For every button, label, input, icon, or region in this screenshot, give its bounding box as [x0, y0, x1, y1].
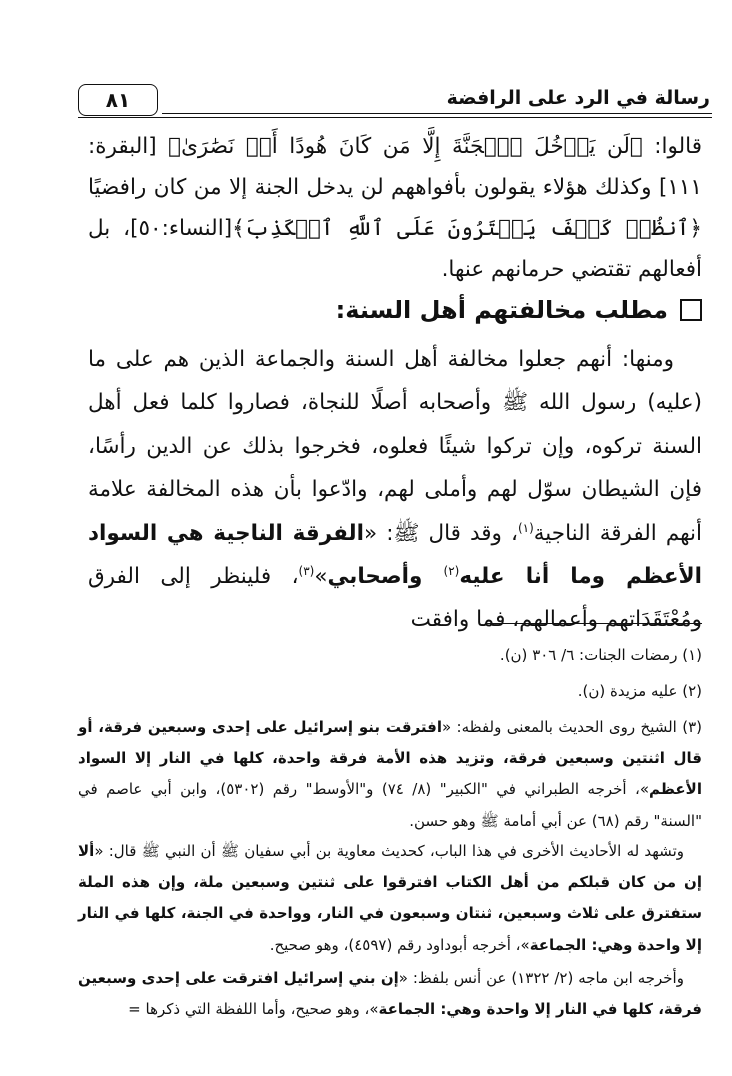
book-title: رسالة في الرد على الرافضة: [446, 87, 710, 109]
header-rule: [78, 117, 712, 118]
verse-ref-2: [النساء:٥٠]: [130, 216, 233, 241]
fn4-text-1: وتشهد له الأحاديث الأخرى في هذا الباب، كحديث معاوية بن أبي سفيان ﷺ أن النبي ﷺ قال: «: [94, 842, 684, 860]
verse-ref-1: [البقرة: ١١١]: [88, 134, 702, 200]
fn4-hadith: ألا إن من كان قبلكم من أهل الكتاب افترقوا على ثنتين وسبعين ملة، وإن هذه الملة ستفترق على ثلاث وسبعين، ثنتان وسبعون في النار، وواحدة في الجنة، كلها في النار إلا واحدة وهي: الجماعة: [78, 842, 702, 954]
paragraph-2: [88, 338, 702, 642]
footnote-3-continued-b: [78, 963, 702, 1025]
quran-verse-1: ﴿لَن يَدۡخُلَ ٱلۡجَنَّةَ إِلَّا مَن كَانَ هُودًا أَوۡ نَصَٰرَىٰ﴾: [168, 134, 643, 159]
square-bullet-icon: [680, 299, 702, 321]
footnote-ref-2: (٢): [443, 563, 460, 578]
page-number: ٨١: [78, 84, 158, 116]
fn5-hadith: إن بني إسرائيل افترقت على إحدى وسبعين فرقة، كلها في النار إلا واحدة وهي: الجماعة: [78, 969, 702, 1019]
p2-text-2: ، وقد قال ﷺ: «: [364, 520, 518, 546]
running-header: [78, 84, 712, 118]
p1-text-3: ، بل أفعالهم تقتضي حرمانهم عنها.: [88, 216, 702, 282]
p2-text-4: ، فلينظر إلى الفرق ومُعْتَقَدَاتهم وأعمالهم، فما وافقت: [88, 564, 702, 633]
footnote-3: [78, 712, 702, 837]
fn5-text-2: »، وهو صحيح، وأما اللفظة التي ذكرها =: [128, 1000, 379, 1019]
paragraph-1: [88, 126, 702, 290]
footnote-3-continued-a: [78, 836, 702, 961]
p2-text-3: »: [314, 564, 328, 590]
fn5-text-1: وأخرجه ابن ماجه (٢/ ١٣٢٢) عن أنس بلفظ: «: [398, 969, 684, 987]
footnote-separator: [486, 623, 702, 624]
hadith-quote-2: وأصحابي: [327, 564, 444, 590]
footnote-ref-1: (١): [517, 520, 534, 535]
p1-text-1: قالوا:: [642, 134, 703, 159]
header-rule-inner: [162, 113, 712, 114]
section-heading-text: مطلب مخالفتهم أهل السنة:: [335, 296, 668, 324]
fn3-text-2: »، أخرجه الطبراني في "الكبير" (٨/ ٧٤) و"الأوسط" رقم (٥٣٠٢)، وابن أبي عاصم في "السنة" رقم (٦٨) عن أبي أمامة ﷺ وهو حسن.: [78, 780, 702, 830]
p2-text-1: ومنها: أنهم جعلوا مخالفة أهل السنة والجماعة الذين هم على ما (عليه) رسول الله ﷺ وأصحابه أصلًا للنجاة، فصاروا كلما فعل أهل السنة تركوه، وإن تركوا شيئًا فعلوه، فخرجوا بذلك عن الدين رأسًا، فإن الشيطان سوّل لهم وأملى لهم، وادّعوا بأن هذه المخالفة علامة أنهم الفرقة الناجية: [88, 347, 702, 546]
p1-text-2: وكذلك هؤلاء يقولون بأفواههم لن يدخل الجنة إلا من كان رافضيًا: [88, 175, 652, 200]
section-heading: [88, 290, 702, 330]
fn3-hadith: افترقت بنو إسرائيل على إحدى وسبعين فرقة، أو قال اثنتين وسبعين فرقة، وتزيد هذه الأمة فرقة واحدة، كلها في النار إلا السواد الأعظم: [78, 718, 702, 799]
hadith-quote-1: الفرقة الناجية هي السواد الأعظم وما أنا عليه: [88, 520, 703, 590]
fn3-text-1: (٣) الشيخ روى الحديث بالمعنى ولفظه: «: [442, 718, 702, 736]
footnote-2: (٢) عليه مزيدة (ن).: [577, 682, 702, 700]
footnote-ref-3: (٣): [298, 563, 315, 578]
footnote-1: (١) رمضات الجنات: ٦/ ٣٠٦ (ن).: [499, 646, 702, 664]
fn4-text-2: »، أخرجه أبوداود رقم (٤٥٩٧)، وهو صحيح.: [269, 935, 530, 954]
quran-verse-2: ﴿ٱنظُرۡ كَيۡفَ يَفۡتَرُونَ عَلَى ٱللَّهِ ٱلۡكَذِبَ﴾: [232, 216, 703, 241]
